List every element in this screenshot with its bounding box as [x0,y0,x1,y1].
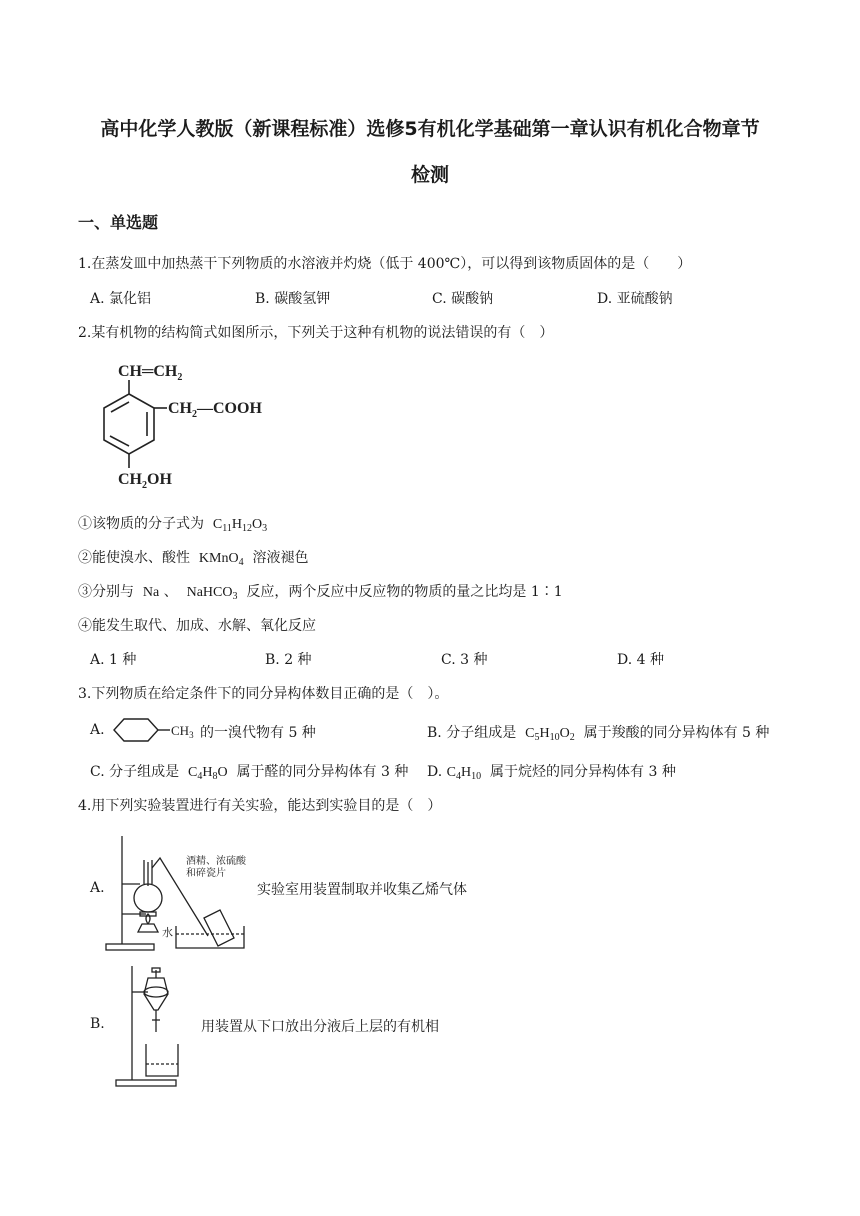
q4-ethylene-apparatus-figure [100,826,250,956]
formula: $C_4H_8O$ [188,765,228,782]
question-1-stem: 1.在蒸发皿中加热蒸干下列物质的水溶液并灼烧（低于 400℃），可以得到该物质固体的是（ ） [78,256,692,272]
q3-option-d: D. $C_4H_{10}$ 属于烷烃的同分异构体有 3 种 [427,764,676,782]
apparatus-label-chips: 和碎瓷片 [186,868,226,879]
q1-option-b: B. 碳酸氢钾 [255,291,331,307]
formula: $C_4H_{10}$ [446,765,482,782]
q1-option-a: A. 氯化铝 [90,291,152,307]
question-2-stem: 2.某有机物的结构简式如图所示，下列关于这种有机物的说法错误的有（ ） [78,325,554,341]
q2-statement-4: ④能发生取代、加成、水解、氧化反应 [78,618,316,634]
question-3-stem: 3.下列物质在给定条件下的同分异构体数目正确的是（ ）。 [78,686,449,702]
question-4-stem: 4.用下列实验装置进行有关实验，能达到实验目的是（ ） [78,798,442,814]
q2-option-c: C. 3 种 [441,652,488,668]
q3-option-c: C. 分子组成是 $C_4H_8O$ 属于醛的同分异构体有 3 种 [90,764,409,782]
struct-vinyl-label: $CH═CH_2$ [118,363,183,383]
formula: NaHCO$_3$ [186,585,238,602]
formula: KMnO$_4$ [198,551,244,568]
q3-option-a-label: A. [90,722,105,738]
q3-option-a-text: 的一溴代物有 5 种 [200,725,316,741]
q1-option-c: C. 碳酸钠 [432,291,494,307]
struct-acid-label: $CH_2—COOH$ [168,400,262,420]
document-title-line1: 高中化学人教版（新课程标准）选修5有机化学基础第一章认识有机化合物章节 [100,118,760,140]
q2-option-a: A. 1 种 [90,652,137,668]
q3-ch3-label: $CH_3$ [171,723,194,740]
struct-alcohol-label: $CH_2OH$ [118,471,172,491]
formula: $C_{11}H_{12}O_3$ [212,517,268,534]
q4-option-b-label: B. [90,1016,105,1032]
formula: $C_5H_{10}O_2$ [525,726,575,743]
document-title-line2: 检测 [410,164,449,186]
q4-option-a-text: 实验室用装置制取并收集乙烯气体 [257,882,467,898]
apparatus-label-water: 水 [162,927,173,939]
q2-statement-2: ②能使溴水、酸性 KMnO$_4$ 溶液褪色 [78,550,309,568]
q4-option-a-label: A. [90,880,105,896]
section-heading: 一、单选题 [78,213,159,232]
q4-separatory-funnel-figure [108,962,188,1088]
q2-statement-3: ③分别与 Na 、 NaHCO$_3$ 反应，两个反应中反应物的物质的量之比均是 1∶1 [78,584,563,602]
q4-option-b-text: 用装置从下口放出分液后上层的有机相 [201,1019,439,1035]
q3-methylcyclohexane-figure [104,715,200,745]
q1-option-d: D. 亚硫酸钠 [597,291,673,307]
q2-structure-figure [92,350,282,495]
q3-option-b: B. 分子组成是 $C_5H_{10}O_2$ 属于羧酸的同分异构体有 5 种 [427,725,770,743]
apparatus-label-reagents: 酒精、浓硫酸 [186,856,246,867]
q2-statement-1: ①该物质的分子式为 $C_{11}H_{12}O_3$ [78,516,268,534]
q2-option-d: D. 4 种 [617,652,664,668]
q2-option-b: B. 2 种 [265,652,312,668]
